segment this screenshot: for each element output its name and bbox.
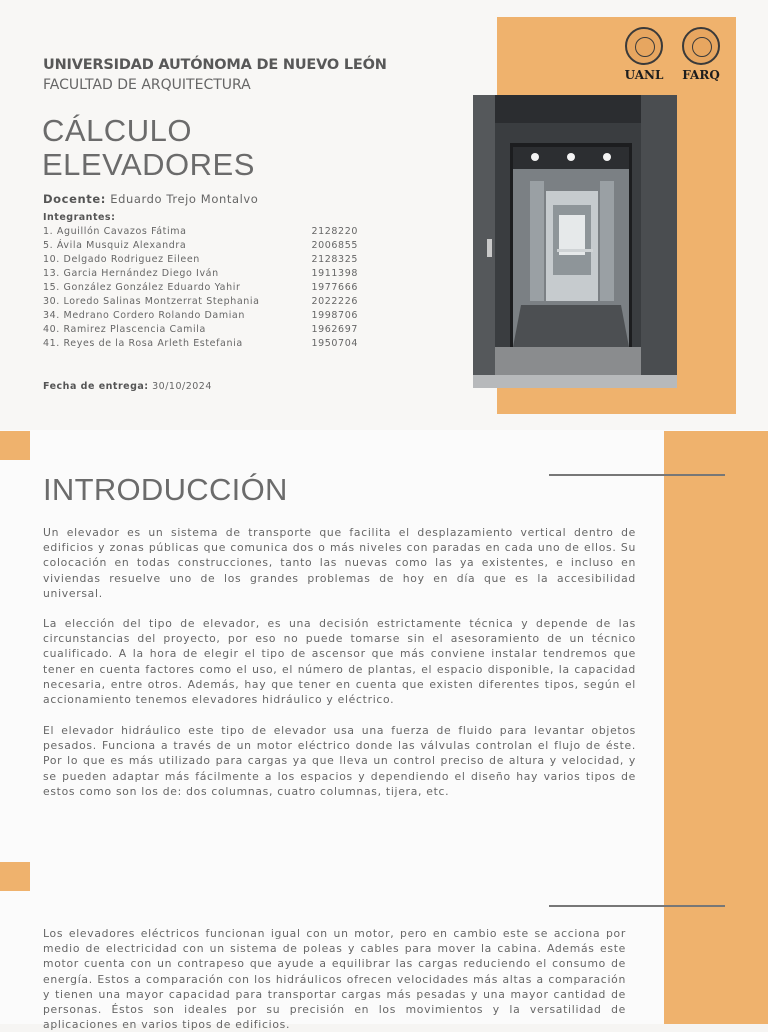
uanl-logo-text: UANL — [624, 68, 664, 82]
intro-paragraph-4: Los elevadores eléctricos funcionan igual con un motor, pero en cambio este se acciona por medio de electricidad con un sistema de poleas y cables para mover la cabina. Además este motor cuenta con un contrapeso que ayude a equilibrar las cargas reduciendo el consumo de energía. Estos a comparación con los hidráulicos ofrecen velocidades más altas a comparación y tienen una mayor capacidad para transportar cargas más pesadas y una mayor cantidad de personas. Éstos son ideales por su precisión en los movimientos y la versatilidad de aplicaciones en varios tipos de edificios. — [43, 927, 626, 1032]
member-id: 1977666 — [311, 282, 358, 293]
member-name: 13. Garcia Hernández Diego Iván — [43, 268, 219, 279]
elevator-image — [473, 95, 677, 388]
member-id: 2128220 — [311, 226, 358, 237]
divider-line — [549, 474, 725, 476]
member-row — [43, 309, 358, 323]
member-name: 41. Reyes de la Rosa Arleth Estefania — [43, 338, 243, 349]
intro-paragraph-1: Un elevador es un sistema de transporte que facilita el desplazamiento vertical dentro de edificios y zonas públicas que comunica dos o más niveles con paradas en cada uno de ellos. Su colocación en todas construcciones, tanto las nuevas como las ya existentes, e incluso en viviendas resuelve uno de los grandes problemas de hoy en día que es la accesibilidad universal. — [43, 526, 636, 600]
farq-seal-icon — [682, 27, 720, 65]
farq-logo — [677, 27, 725, 82]
member-row — [43, 239, 358, 253]
member-name: 1. Aguillón Cavazos Fátima — [43, 226, 187, 237]
member-row — [43, 225, 358, 239]
faculty-name: FACULTAD DE ARQUITECTURA — [43, 77, 251, 93]
fecha-label: Fecha de entrega: — [43, 381, 149, 392]
intro-paragraph-2: La elección del tipo de elevador, es una decisión estrictamente técnica y depende de las circunstancias del proyecto, por eso no puede tomarse sin el asesoramiento de un técnico cualificado. A la hora de elegir el tipo de ascensor que más conviene instalar tendremos que tener en cuenta factores como el uso, el número de plantas, el espacio disponible, la capacidad necesaria, entre otros. Además, hay que tener en cuenta que existen diferentes tipos, según el accionamiento tenemos elevadores hidráulico y eléctrico. — [43, 617, 636, 707]
member-name: 10. Delgado Rodriguez Eileen — [43, 254, 200, 265]
member-row — [43, 267, 358, 281]
title-line-1: CÁLCULO — [42, 113, 192, 148]
member-row — [43, 281, 358, 295]
member-id: 1962697 — [311, 324, 358, 335]
member-row — [43, 295, 358, 309]
member-name: 30. Loredo Salinas Montzerrat Stephania — [43, 296, 260, 307]
divider-line — [549, 905, 725, 907]
member-name: 40. Ramirez Plascencia Camila — [43, 324, 206, 335]
member-id: 2022226 — [311, 296, 358, 307]
uanl-seal-icon — [625, 27, 663, 65]
member-name: 5. Ávila Musquiz Alexandra — [43, 240, 187, 251]
member-id: 1911398 — [311, 268, 358, 279]
member-name: 15. González González Eduardo Yahir — [43, 282, 241, 293]
intro-orange-strip — [664, 431, 768, 1024]
integrantes-label: Integrantes: — [43, 212, 116, 223]
uanl-logo — [620, 27, 668, 82]
member-id: 1998706 — [311, 310, 358, 321]
member-id: 2006855 — [311, 240, 358, 251]
member-row — [43, 337, 358, 351]
docente-name: Eduardo Trejo Montalvo — [110, 192, 259, 206]
member-row — [43, 323, 358, 337]
university-name: UNIVERSIDAD AUTÓNOMA DE NUEVO LEÓN — [43, 57, 387, 73]
orange-square-marker — [0, 431, 30, 460]
member-id: 2128325 — [311, 254, 358, 265]
farq-logo-text: FARQ — [682, 68, 720, 82]
members-list — [43, 225, 358, 351]
member-name: 34. Medrano Cordero Rolando Damian — [43, 310, 245, 321]
orange-square-marker — [0, 862, 30, 891]
delivery-date — [43, 381, 212, 392]
fecha-value: 30/10/2024 — [152, 381, 212, 392]
docente-label: Docente: — [43, 192, 106, 206]
intro-heading: INTRODUCCIÓN — [43, 472, 288, 507]
intro-paragraph-3: El elevador hidráulico este tipo de elevador usa una fuerza de fluido para levantar objetos pesados. Funciona a través de un motor eléctrico donde las válvulas controlan el flujo de éste. Por lo que es más utilizado para cargas ya que lleva un control preciso de altura y velocidad, y se pueden adaptar más fácilmente a los espacios y dependiendo el diseño hay varios tipos de estos como son los de: dos columnas, cuatro columnas, tijera, etc. — [43, 724, 636, 798]
docente-line — [43, 192, 258, 206]
title-line-2: ELEVADORES — [42, 147, 255, 182]
member-row — [43, 253, 358, 267]
document-title — [42, 114, 255, 182]
member-id: 1950704 — [311, 338, 358, 349]
